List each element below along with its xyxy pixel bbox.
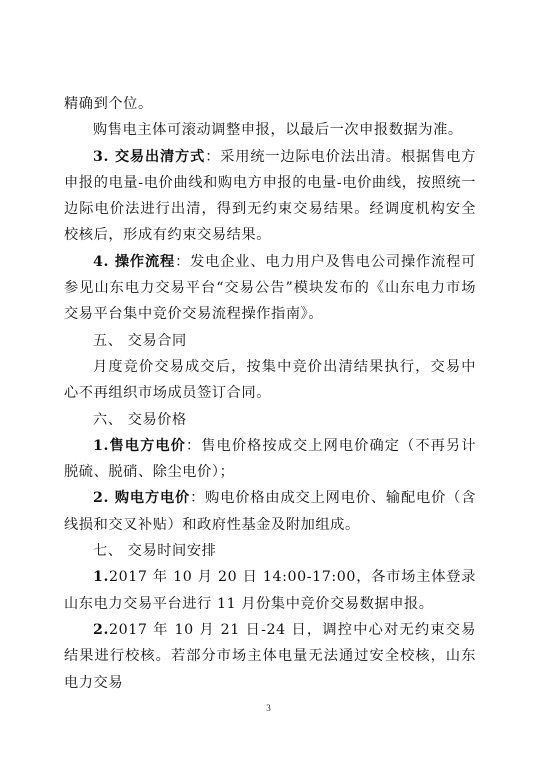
section-heading-contract <box>64 328 476 354</box>
paragraph-text: ：发电企业、电力用户及售电公司操作流程可参见山东电力交易平台“交易公告”模块发布的《山东电力市场交易平台集中竞价交易流程操作指南》。 <box>64 253 476 323</box>
heading-text: 六、 交易价格 <box>93 411 187 428</box>
clearing-method-label: 3. 交易出清方式 <box>93 148 206 165</box>
schedule-item-number: 2. <box>93 621 110 638</box>
paragraph-rolling-adjustment <box>64 117 476 143</box>
paragraph-seller-price <box>64 433 476 486</box>
section-heading-price <box>64 407 476 433</box>
document-body <box>64 91 476 696</box>
paragraph-text: 2017 年 10 月 21 日-24 日，调控中心对无约束交易结果进行校核。若部分市场主体电量无法通过安全校核，山东电力交易 <box>64 621 476 691</box>
paragraph-text: ：售电价格按成交上网电价确定（不再另计脱硫、脱硝、除尘电价）； <box>64 437 476 481</box>
operation-process-label: 4. 操作流程 <box>93 253 176 270</box>
paragraph-schedule-item-1 <box>64 564 476 617</box>
paragraph-text: 精确到个位。 <box>64 96 153 112</box>
paragraph-text: 购售电主体可滚动调整申报，以最后一次申报数据为准。 <box>93 122 463 139</box>
heading-text: 五、 交易合同 <box>93 332 187 349</box>
paragraph-schedule-item-2 <box>64 617 476 696</box>
paragraph-text: 月度竞价交易成交后，按集中竞价出清结果执行，交易中心不再组织市场成员签订合同。 <box>64 358 476 402</box>
paragraph-text: 2017 年 10 月 20 日 14:00-17:00，各市场主体登录山东电力交易平台进行 11 月份集中竞价交易数据申报。 <box>64 569 476 612</box>
paragraph-precision <box>64 91 476 117</box>
schedule-item-number: 1. <box>93 569 110 586</box>
section-heading-schedule <box>64 538 476 564</box>
paragraph-operation-process <box>64 249 476 328</box>
paragraph-contract <box>64 354 476 407</box>
paragraph-text: ：购电价格由成交上网电价、输配电价（含线损和交叉补贴）和政府性基金及附加组成。 <box>64 490 476 533</box>
paragraph-text: ：采用统一边际电价法出清。根据售电方申报的电量-电价曲线和购电方申报的电量-电价曲线，按照统一边际电价法进行出清，得到无约束交易结果。经调度机构安全校核后，形成有约束交易结果。 <box>64 148 476 244</box>
paragraph-buyer-price <box>64 485 476 538</box>
seller-price-label: 1.售电方电价 <box>93 437 186 454</box>
page-number: 3 <box>266 703 271 713</box>
buyer-price-label: 2. 购电方电价 <box>93 490 191 507</box>
paragraph-clearing-method <box>64 144 476 249</box>
heading-text: 七、 交易时间安排 <box>93 543 217 560</box>
